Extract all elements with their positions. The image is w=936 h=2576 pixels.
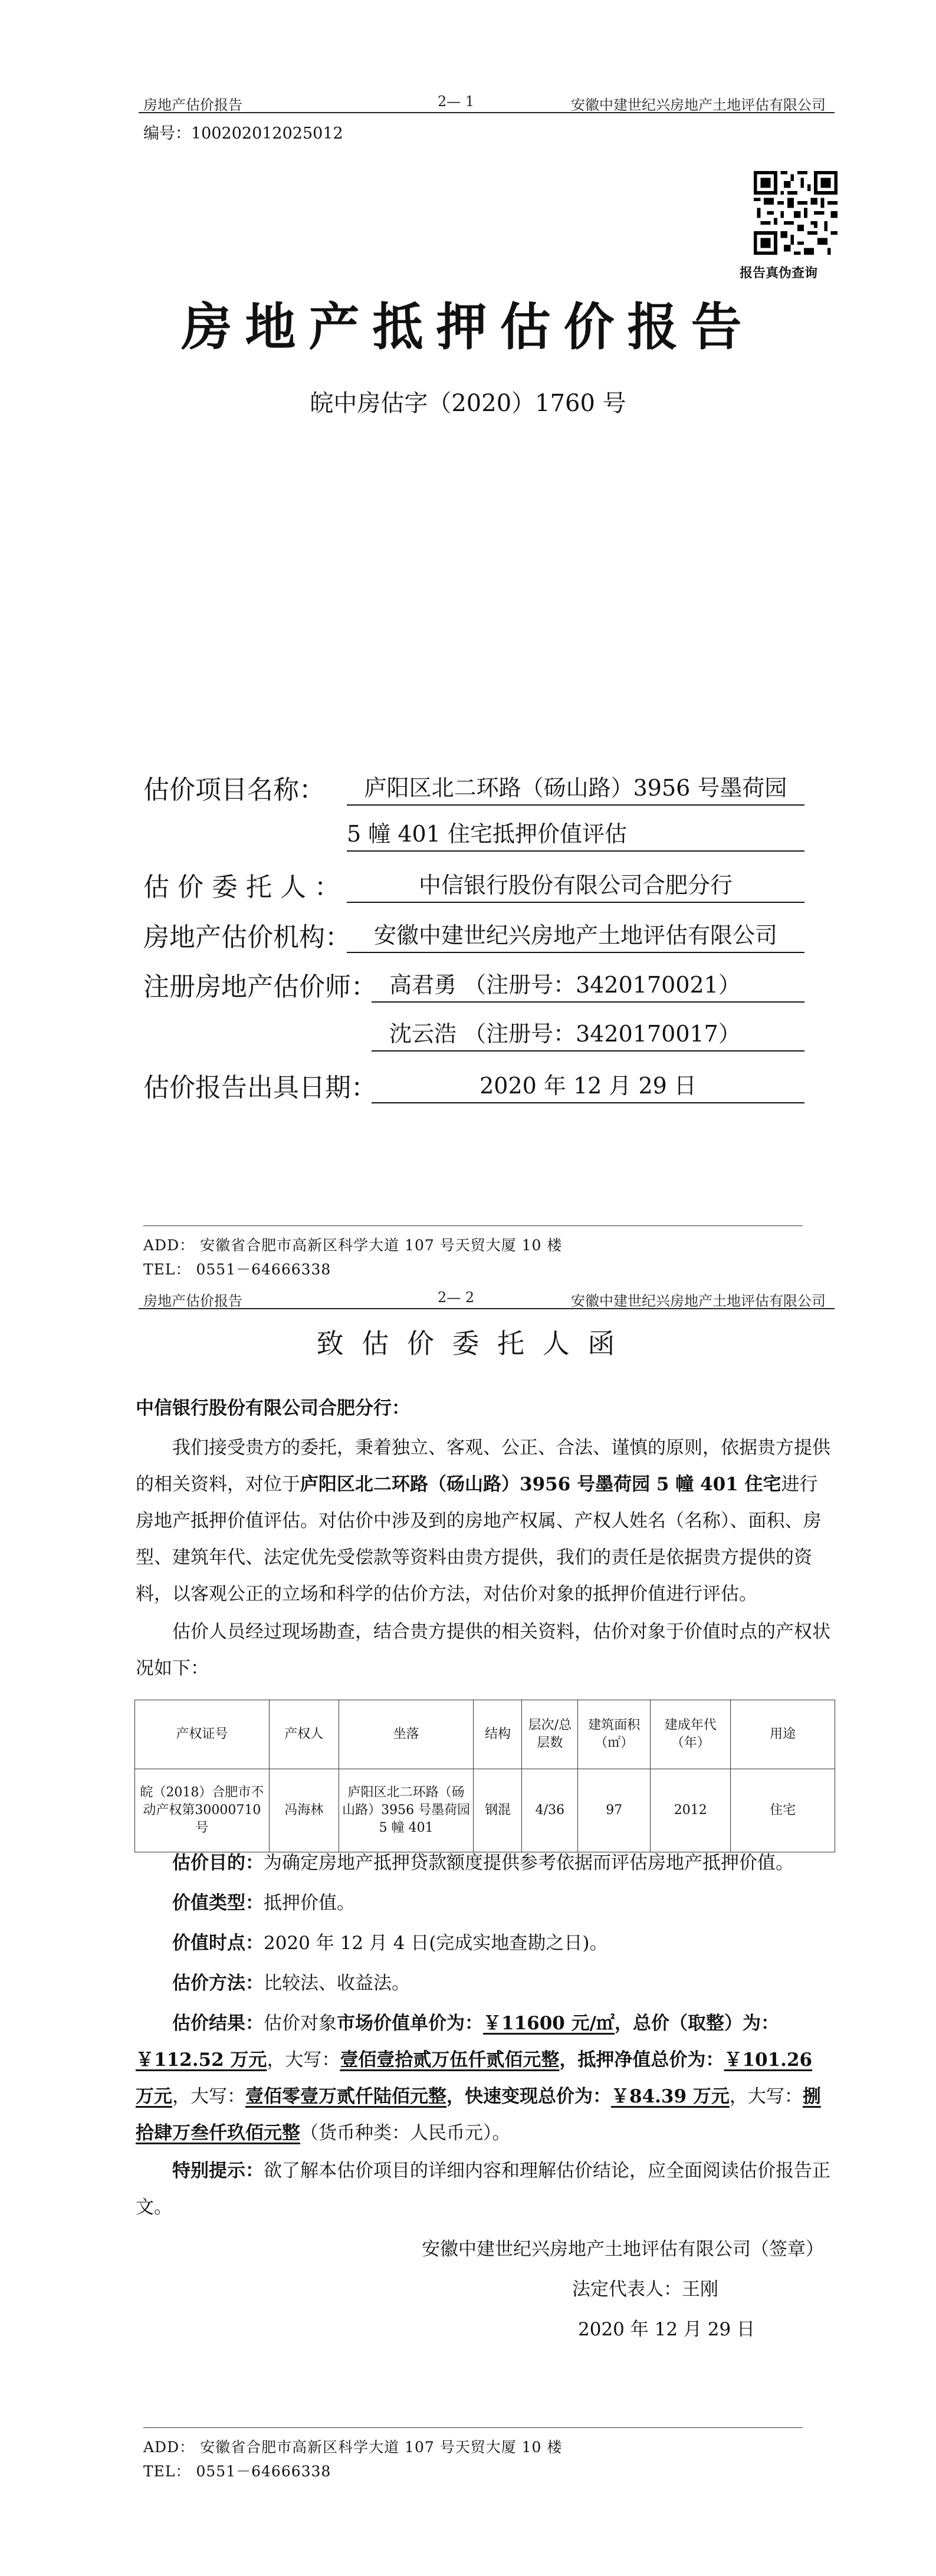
property-table <box>134 1700 835 1852</box>
header-rule <box>139 1308 835 1309</box>
signature-date: 2020 年 12 月 29 日 <box>578 2319 756 2340</box>
footer-phone: TEL： 0551－64666338 <box>143 1261 331 1278</box>
issue-date-label: 估价报告出具日期： <box>143 1073 377 1103</box>
table-row <box>135 1769 835 1852</box>
header-rule <box>139 112 835 113</box>
header-cert-no: 产权证号 <box>135 1700 270 1769</box>
signature-company: 安徽中建世纪兴房地产土地评估有限公司（签章） <box>422 2239 824 2260</box>
agency-label: 房地产估价机构： <box>143 922 351 952</box>
page-header-left: 房地产估价报告 <box>143 97 242 113</box>
property-address: 庐阳区北二环路（砀山路）3956 号墨荷园 5 幢 401 住宅 <box>300 1474 781 1495</box>
cell-owner: 冯海林 <box>269 1769 339 1852</box>
table-header-row <box>135 1700 835 1769</box>
appraiser-2: 沈云浩 （注册号：3420170017） <box>372 1016 804 1052</box>
header-built-year: 建成年代（年） <box>651 1700 731 1769</box>
paragraph-property-status: 估价人员经过现场勘查，结合贵方提供的相关资料，估价对象于价值时点的产权状况如下： <box>136 1621 830 1679</box>
letter-title: 致 估 价 委 托 人 函 <box>316 1328 620 1359</box>
cell-built-year: 2012 <box>651 1769 731 1852</box>
header-owner: 产权人 <box>269 1700 339 1769</box>
quick-sale-value-words: 捌拾肆万叁仟玖佰元整 <box>136 2086 821 2144</box>
cell-cert-no: 皖（2018）合肥市不动产权第30000710号 <box>135 1769 270 1852</box>
qr-caption: 报告真伪查询 <box>740 265 818 281</box>
project-name-line-1: 庐阳区北二环路（砀山路）3956 号墨荷园 <box>347 770 804 806</box>
total-price: ￥112.52 万元 <box>136 2049 267 2071</box>
quick-sale-value: ￥84.39 万元 <box>611 2086 730 2107</box>
page-header-number: 2— 1 <box>438 93 475 110</box>
issue-date-value: 2020 年 12 月 29 日 <box>372 1067 804 1103</box>
page-header-number: 2— 2 <box>438 1289 475 1306</box>
value-date-line: 价值时点：2020 年 12 月 4 日(完成实地查勘之日)。 <box>172 1933 608 1954</box>
qr-code-icon <box>754 171 838 255</box>
footer-rule <box>143 1225 803 1226</box>
report-number: 皖中房估字（2020）1760 号 <box>310 390 626 417</box>
project-name-line-2: 5 幢 401 住宅抵押价值评估 <box>347 816 804 852</box>
header-usage: 用途 <box>731 1700 835 1769</box>
footer-rule <box>143 2427 803 2428</box>
addressee: 中信银行股份有限公司合肥分行： <box>136 1398 410 1419</box>
appraiser-label: 注册房地产估价师： <box>143 972 377 1002</box>
cell-usage: 住宅 <box>731 1769 835 1852</box>
footer-address: ADD： 安徽省合肥市高新区科学大道 107 号天贸大厦 10 楼 <box>143 1237 563 1254</box>
page-header-right: 安徽中建世纪兴房地产土地评估有限公司 <box>571 1293 826 1309</box>
net-mortgage-value: ￥101.26 万元 <box>136 2049 813 2107</box>
page-header-right: 安徽中建世纪兴房地产土地评估有限公司 <box>571 97 826 113</box>
net-mortgage-value-words: 壹佰零壹万贰仟陆佰元整 <box>245 2086 446 2107</box>
paragraph-intro: 我们接受贵方的委托，秉着独立、客观、公正、合法、谨慎的原则，依据贵方提供的相关资料，对位于庐阳区北二环路（砀山路）3956 号墨荷园 5 幢 401 住宅进行房地产抵押价值评估。对估价中涉及到的房地产权属、产权人姓名（名称）、面积、房型、建筑年代、法定优先受偿款等资料由贵方提供，我们的责任是依据贵方提供的资料，以客观公正的立场和科学的估价方法，对估价对象的抵押价值进行评估。 <box>136 1437 830 1605</box>
client-label: 估 价 委 托 人 ： <box>143 872 340 902</box>
footer-phone: TEL： 0551－64666338 <box>143 2463 331 2480</box>
cell-floor: 4/36 <box>522 1769 578 1852</box>
cell-structure: 钢混 <box>474 1769 522 1852</box>
unit-price: ￥11600 元/㎡ <box>483 2013 615 2034</box>
client-value: 中信银行股份有限公司合肥分行 <box>347 867 804 903</box>
header-area: 建筑面积（㎡） <box>578 1700 651 1769</box>
appraiser-1: 高君勇 （注册号：3420170021） <box>372 967 804 1003</box>
document-number: 编号：100202012025012 <box>143 124 343 143</box>
project-name-label: 估价项目名称： <box>143 775 325 805</box>
report-title: 房地产抵押估价报告 <box>181 297 755 357</box>
signature-representative: 法定代表人：王刚 <box>572 2279 718 2300</box>
value-type-line: 价值类型：抵押价值。 <box>172 1892 355 1914</box>
header-location: 坐落 <box>339 1700 474 1769</box>
footer-address: ADD： 安徽省合肥市高新区科学大道 107 号天贸大厦 10 楼 <box>143 2439 563 2456</box>
page-header-left: 房地产估价报告 <box>143 1293 242 1309</box>
special-note: 特别提示：欲了解本估价项目的详细内容和理解估价结论，应全面阅读估价报告正文。 <box>136 2160 830 2218</box>
total-price-words: 壹佰壹拾贰万伍仟贰佰元整 <box>340 2049 560 2071</box>
method-line: 估价方法：比较法、收益法。 <box>172 1973 410 1994</box>
cell-location: 庐阳区北二环路（砀山路）3956 号墨荷园 5 幢 401 <box>339 1769 474 1852</box>
agency-value: 安徽中建世纪兴房地产土地评估有限公司 <box>347 917 804 953</box>
header-floor: 层次/总层数 <box>522 1700 578 1769</box>
header-structure: 结构 <box>474 1700 522 1769</box>
purpose-line: 估价目的：为确定房地产抵押贷款额度提供参考依据而评估房地产抵押价值。 <box>172 1852 794 1874</box>
cell-area: 97 <box>578 1769 651 1852</box>
result-paragraph: 估价结果：估价对象市场价值单价为：￥11600 元/㎡，总价（取整）为：￥112.52 万元，大写：壹佰壹拾贰万伍仟贰佰元整，抵押净值总价为：￥101.26 万元，大写：壹佰零壹万贰仟陆佰元整，快速变现总价为：￥84.39 万元，大写：捌拾肆万叁仟玖佰元整（货币种类：人民币元）。 <box>136 2013 821 2144</box>
